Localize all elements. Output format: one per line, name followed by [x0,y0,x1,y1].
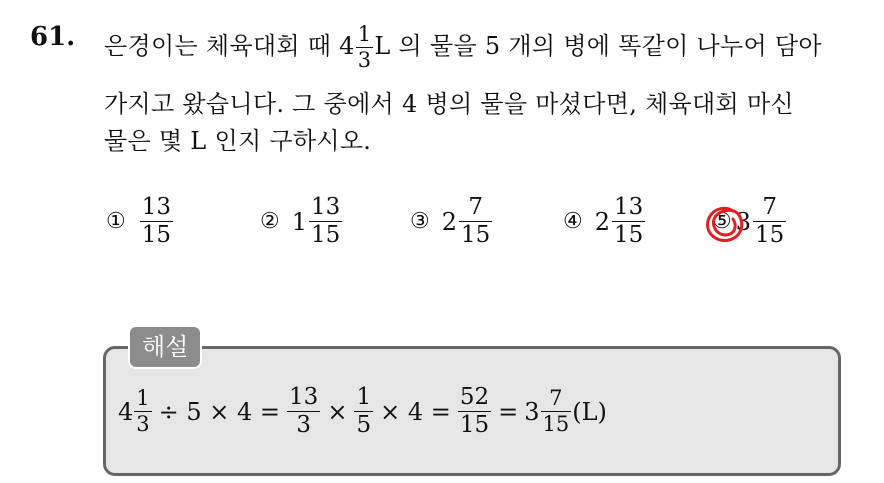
choice-fraction [612,196,645,247]
choice-whole: 2 [594,207,611,236]
problem-text-1a: 은경이는 체육대회 때 4 [104,32,355,60]
choice-mark: ① [106,209,126,234]
fraction-numerator: 7 [753,196,786,222]
choice-3[interactable] [410,196,493,247]
choice-whole: 2 [441,207,458,236]
fraction-denominator: 15 [755,222,785,248]
eq-operator-1: ÷ 5 × 4 = [158,397,281,426]
fraction-numerator: 7 [459,196,492,222]
problem-line-2: 가지고 왔습니다. 그 중에서 4 병의 물을 마셨다면, 체육대회 마신 [104,90,794,118]
eq-operator-3: × 4 = [380,397,451,426]
fraction-denominator: 15 [542,412,570,436]
fraction-numerator: 1 [357,22,372,46]
answer-circle-mark [703,203,747,245]
fraction-numerator: 1 [136,386,150,410]
eq-fraction-5 [541,388,572,435]
eq-unit: (L) [572,397,607,426]
eq-operator-2: × [327,397,348,426]
eq-operator-4: = [498,397,519,426]
eq-fraction-4 [458,386,491,437]
fraction-numerator: 13 [614,194,644,220]
eq-fraction-1 [134,388,151,435]
solution-equation [118,386,607,437]
problem-line-1 [104,24,822,71]
fraction-numerator: 13 [141,194,172,220]
fraction-denominator: 15 [461,222,491,248]
choice-whole: 3 [735,207,752,236]
eq-fraction-2 [287,386,320,437]
eq-fraction-3 [354,386,373,437]
choice-fraction [753,196,786,247]
fraction-numerator: 7 [541,388,572,412]
fraction-numerator: 1 [356,384,372,410]
choice-fraction [459,196,492,247]
choice-fraction [309,196,342,247]
fraction-denominator: 15 [311,222,341,248]
choice-2[interactable] [260,196,343,247]
problem-number: 61. [30,22,76,52]
problem-line-3: 물은 몇 L 인지 구하시오. [104,127,372,155]
choice-fraction [140,196,173,247]
fraction-numerator: 52 [459,384,490,410]
eq-whole-1: 4 [118,397,134,426]
choice-mark: ③ [410,209,430,234]
fraction-denominator: 3 [296,412,311,438]
choice-1[interactable] [106,196,174,247]
fraction-denominator: 15 [141,222,172,248]
fraction-denominator: 3 [357,48,372,72]
choice-4[interactable] [563,196,646,247]
fraction-denominator: 3 [136,412,150,436]
solution-tab: 해설 [128,325,202,369]
choice-whole: 1 [291,207,308,236]
choice-mark: ④ [563,209,583,234]
fraction-numerator: 13 [311,194,341,220]
mixed-fraction [356,24,374,71]
problem-text-1b: L 의 물을 5 개의 병에 똑같이 나누어 담아 [374,32,822,60]
choice-mark: ⑤ [712,209,732,234]
fraction-denominator: 15 [459,412,490,438]
fraction-denominator: 5 [356,412,372,438]
choice-mark: ② [260,209,280,234]
fraction-numerator: 13 [289,384,319,410]
eq-whole-5: 3 [524,397,540,426]
fraction-denominator: 15 [614,222,644,248]
